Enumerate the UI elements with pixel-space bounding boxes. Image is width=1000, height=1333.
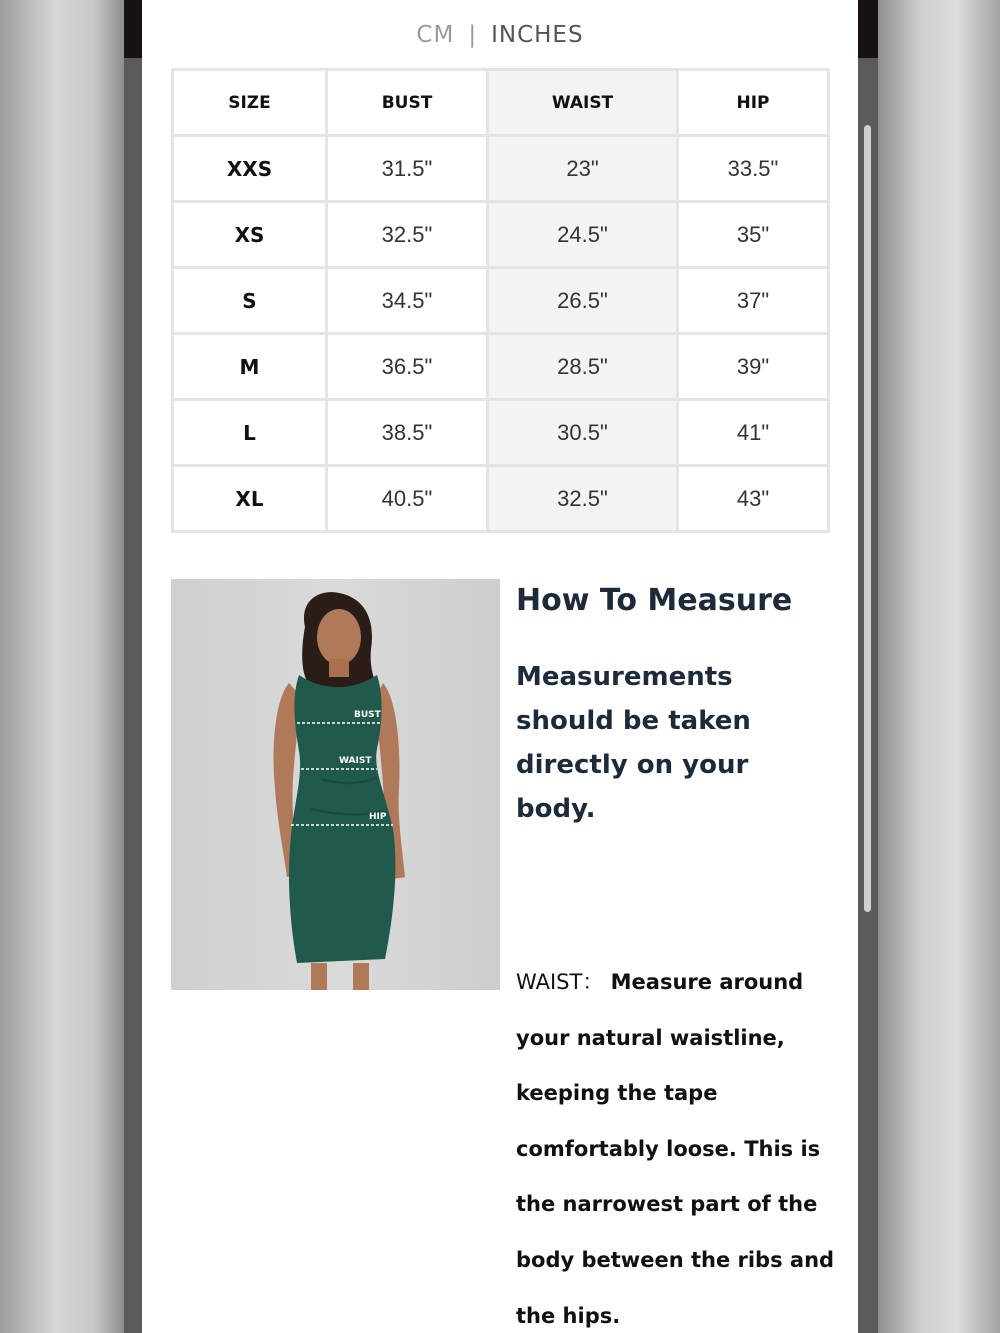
waist-instruction-text: Measure around your natural waistline, keeping the tape comfortably loose. This is the narrowest part of the body between the ribs and the hips. [516, 970, 835, 1328]
unit-separator: | [468, 22, 478, 48]
table-header-row [174, 71, 827, 134]
size-cell: L [174, 401, 325, 464]
hip-cell: 43" [679, 467, 827, 530]
bust-marker-label: BUST [354, 710, 381, 720]
hip-cell: 35" [679, 203, 827, 266]
bust-cell: 31.5" [328, 137, 486, 200]
device-frame-left [124, 0, 142, 1333]
measurement-model-image [171, 579, 500, 990]
background-left [0, 0, 124, 1333]
measurement-note: Measurements should be taken directly on your body. [516, 662, 751, 824]
table-row [174, 269, 827, 332]
unit-toggle [142, 22, 858, 48]
table-row [174, 401, 827, 464]
header-size: SIZE [174, 71, 325, 134]
table-row [174, 137, 827, 200]
waist-cell: 28.5" [489, 335, 676, 398]
size-cell: M [174, 335, 325, 398]
waist-cell: 30.5" [489, 401, 676, 464]
waist-cell: 24.5" [489, 203, 676, 266]
size-chart-table [171, 68, 830, 533]
bust-cell: 32.5" [328, 203, 486, 266]
waist-marker-label: WAIST [339, 756, 372, 766]
inches-option[interactable]: INCHES [491, 22, 584, 48]
size-cell: S [174, 269, 325, 332]
header-hip: HIP [679, 71, 827, 134]
hip-cell: 41" [679, 401, 827, 464]
table-row [174, 467, 827, 530]
header-bust: BUST [328, 71, 486, 134]
waist-instruction [516, 955, 846, 1333]
cm-option[interactable]: CM [416, 22, 455, 48]
hip-cell: 33.5" [679, 137, 827, 200]
bust-cell: 34.5" [328, 269, 486, 332]
how-to-measure-title: How To Measure [516, 583, 793, 618]
background-right [878, 0, 1000, 1333]
hip-cell: 37" [679, 269, 827, 332]
hip-marker-label: HIP [369, 812, 387, 822]
hip-cell: 39" [679, 335, 827, 398]
size-cell: XL [174, 467, 325, 530]
bust-cell: 40.5" [328, 467, 486, 530]
size-cell: XXS [174, 137, 325, 200]
waist-cell: 26.5" [489, 269, 676, 332]
table-row [174, 335, 827, 398]
size-cell: XS [174, 203, 325, 266]
waist-cell: 32.5" [489, 467, 676, 530]
table-row [174, 203, 827, 266]
scrollbar-thumb[interactable] [864, 125, 871, 912]
bust-cell: 36.5" [328, 335, 486, 398]
bust-cell: 38.5" [328, 401, 486, 464]
waist-cell: 23" [489, 137, 676, 200]
model-illustration [171, 579, 500, 990]
size-guide-page [142, 0, 858, 1333]
header-waist: WAIST [489, 71, 676, 134]
waist-instruction-label: WAIST： [516, 970, 604, 994]
